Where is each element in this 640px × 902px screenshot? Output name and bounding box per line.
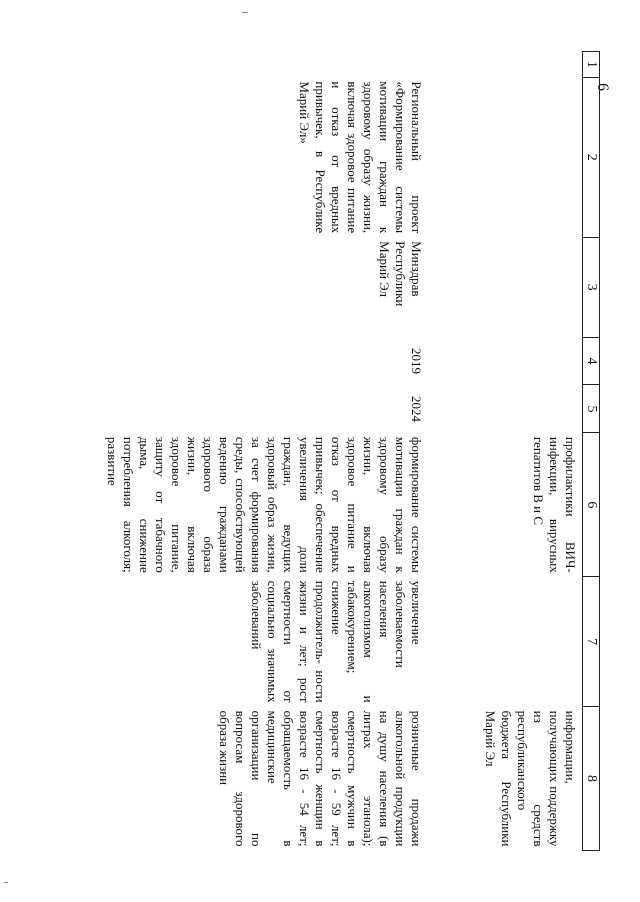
cell-consequences: увеличение заболеваемости населения алкоголизмом и табакокурением; снижение продолжитель- ности жизни и лет; рост смертности от социально значимых заболеваний [249,580,424,703]
header-col-1: 1 [583,52,600,78]
cell-start-year [428,337,583,385]
scan-mark [4,882,8,883]
cell-executor: Минздрав Республики Марий Эл [377,241,424,307]
cell-end-year [428,385,583,433]
scan-mark [242,12,248,13]
measures-table [62,51,600,851]
cell-result: профилактики ВИЧ-инфекции, вирусных гепатитов В и С [531,436,578,573]
table-row [428,52,583,851]
header-col-4: 4 [583,337,600,385]
header-col-3: 3 [583,237,600,337]
cell-consequences [428,577,583,707]
cell-number [62,52,428,78]
cell-end-year: 2024 [409,395,424,422]
cell-start-year: 2019 [409,348,424,374]
cell-executor [428,237,583,337]
page-number: 6 [594,83,611,91]
header-col-8: 8 [583,707,600,851]
cell-result: формирование системы мотивации граждан к здоровому образу жизни, включая здоровое питание и отказ от вредных привычек; обеспечение увеличения доли граждан, ведущих здоровый образ жизни, за счет формирования среды, способствующей ведению гражданами здорового образа жизни, включая здоровое питание, защиту от табачного дыма, снижение потребления алкоголя; развитие [105,436,424,573]
header-col-6: 6 [583,433,600,577]
table-row [62,52,428,851]
header-col-5: 5 [583,385,600,433]
header-row [583,52,600,851]
header-col-2: 2 [583,77,600,237]
header-col-7: 7 [583,577,600,707]
cell-project: Региональный проект «Формирование системы мотивации граждан к здоровому образу жизни, включая здоровое питание и отказ от вредных привычек, в Республике Марий Эл» [297,81,424,234]
rotated-content [40,51,600,851]
cell-indicators: розничные продажи алкогольной продукции на душу населения (в литрах этанола); смертность мужчин в возрасте 16 - 59 лет; смертность женщин в возрасте 16 - 54 лет; обращаемость в медицинские организации по вопросам здорового образа жизни [217,710,424,847]
cell-indicators: информации, получающих поддержку из средств республиканского бюджета Республики Марий Эл [483,710,578,847]
cell-number [428,52,583,78]
cell-project [428,77,583,237]
